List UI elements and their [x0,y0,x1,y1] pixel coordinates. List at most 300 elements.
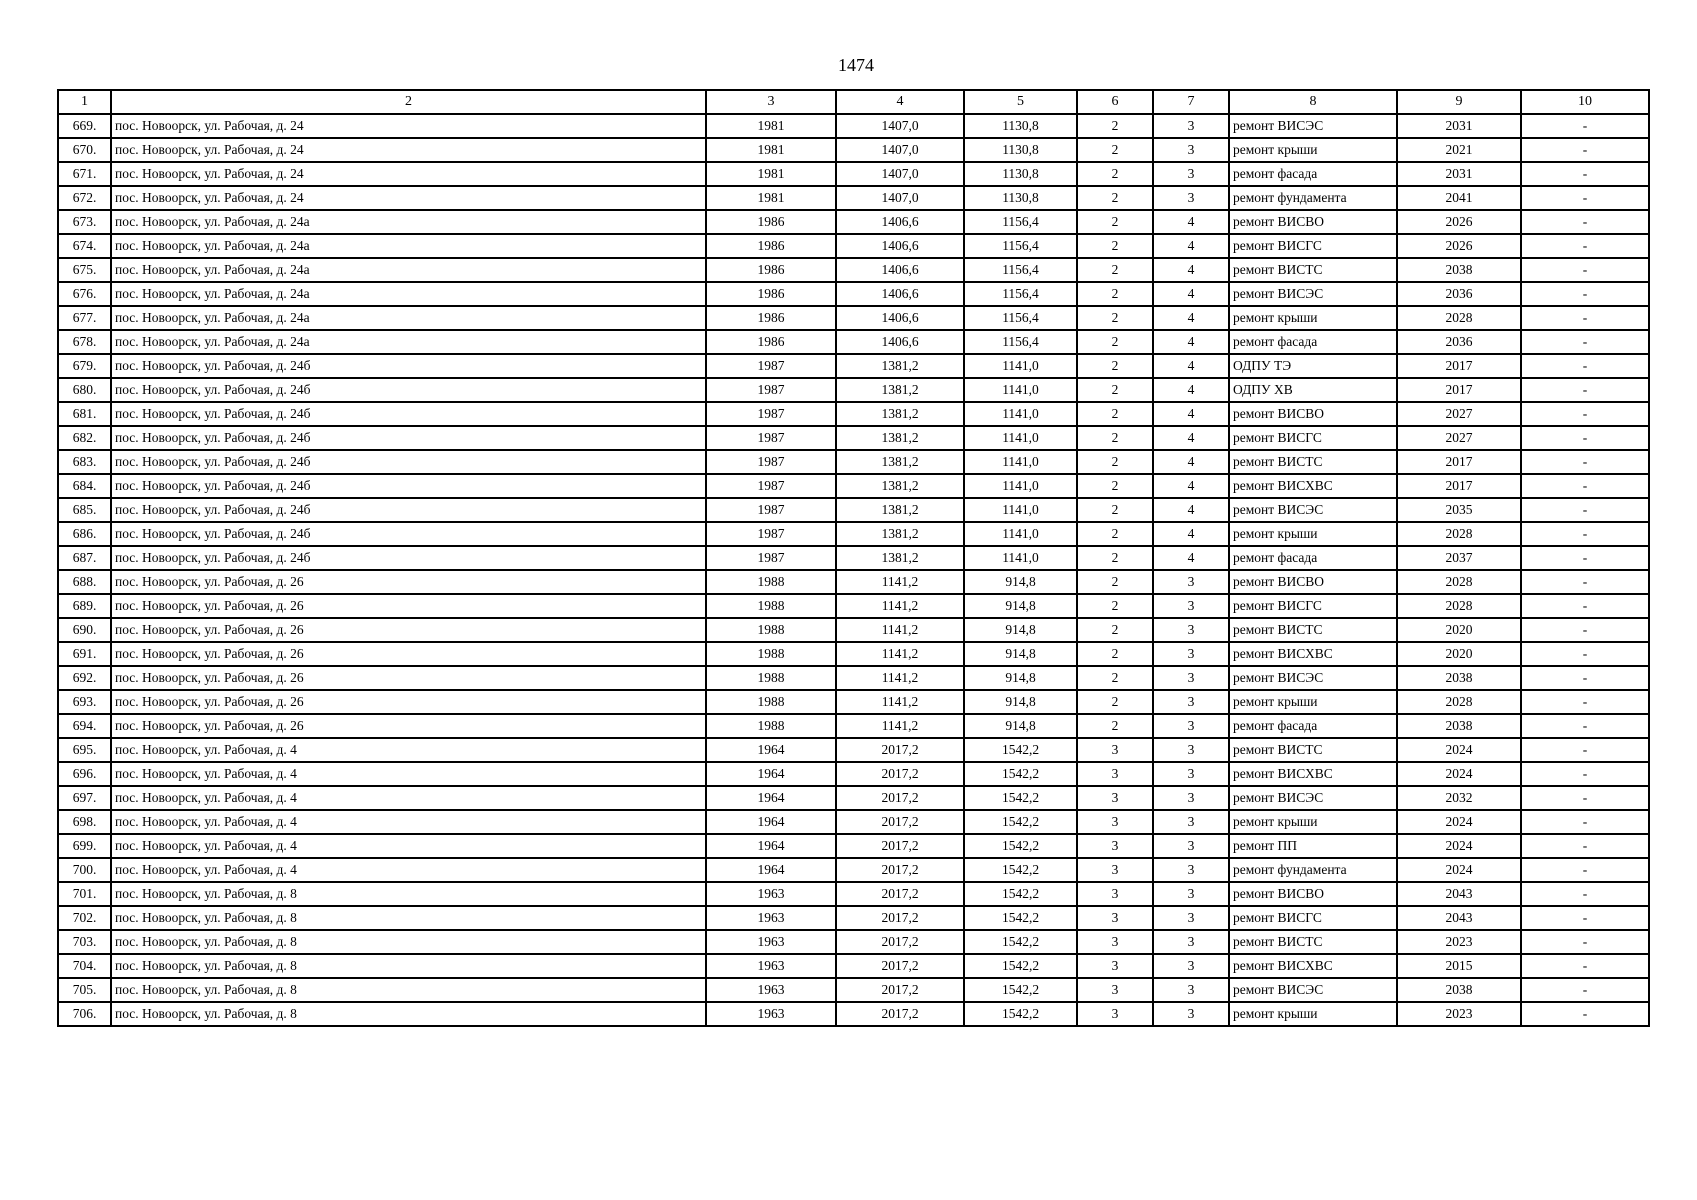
col7-cell: 4 [1153,282,1229,306]
living-area-cell: 1141,0 [964,546,1077,570]
col10-cell: - [1521,522,1649,546]
work-type-cell: ремонт фундамента [1229,858,1397,882]
col10-cell: - [1521,474,1649,498]
total-area-cell: 1381,2 [836,426,964,450]
year-cell: 1986 [706,306,836,330]
work-type-cell: ремонт ВИСХВС [1229,954,1397,978]
work-type-cell: ремонт крыши [1229,810,1397,834]
year-cell: 1988 [706,690,836,714]
row-number-cell: 688. [58,570,111,594]
living-area-cell: 1141,0 [964,522,1077,546]
table-row [58,282,1649,306]
work-type-cell: ремонт ВИСТС [1229,930,1397,954]
year-cell: 1987 [706,426,836,450]
address-cell: пос. Новоорск, ул. Рабочая, д. 24а [111,306,706,330]
address-cell: пос. Новоорск, ул. Рабочая, д. 4 [111,858,706,882]
year-cell: 1988 [706,714,836,738]
row-number-cell: 703. [58,930,111,954]
col7-cell: 3 [1153,594,1229,618]
total-area-cell: 1381,2 [836,498,964,522]
row-number-cell: 691. [58,642,111,666]
year-cell: 1986 [706,258,836,282]
address-cell: пос. Новоорск, ул. Рабочая, д. 4 [111,786,706,810]
col10-cell: - [1521,618,1649,642]
total-area-cell: 1141,2 [836,666,964,690]
col7-cell: 3 [1153,690,1229,714]
col10-cell: - [1521,714,1649,738]
living-area-cell: 1542,2 [964,1002,1077,1026]
col7-cell: 4 [1153,354,1229,378]
col7-cell: 4 [1153,426,1229,450]
year-cell: 1987 [706,450,836,474]
row-number-cell: 670. [58,138,111,162]
work-type-cell: ремонт ВИСТС [1229,738,1397,762]
row-number-cell: 679. [58,354,111,378]
address-cell: пос. Новоорск, ул. Рабочая, д. 24б [111,498,706,522]
address-cell: пос. Новоорск, ул. Рабочая, д. 24 [111,186,706,210]
col6-cell: 3 [1077,858,1153,882]
address-cell: пос. Новоорск, ул. Рабочая, д. 24б [111,378,706,402]
work-type-cell: ремонт ВИСТС [1229,450,1397,474]
data-table [57,89,1650,1027]
table-row [58,690,1649,714]
address-cell: пос. Новоорск, ул. Рабочая, д. 26 [111,666,706,690]
planned-year-cell: 2027 [1397,426,1521,450]
col6-cell: 3 [1077,954,1153,978]
row-number-cell: 689. [58,594,111,618]
living-area-cell: 1542,2 [964,738,1077,762]
living-area-cell: 1141,0 [964,450,1077,474]
col6-cell: 2 [1077,570,1153,594]
col6-cell: 3 [1077,738,1153,762]
planned-year-cell: 2020 [1397,618,1521,642]
row-number-cell: 702. [58,906,111,930]
planned-year-cell: 2015 [1397,954,1521,978]
table-row [58,114,1649,138]
col6-cell: 2 [1077,138,1153,162]
col6-cell: 3 [1077,1002,1153,1026]
living-area-cell: 1130,8 [964,138,1077,162]
table-row [58,162,1649,186]
address-cell: пос. Новоорск, ул. Рабочая, д. 26 [111,714,706,738]
table-row [58,906,1649,930]
table-row [58,354,1649,378]
col6-cell: 2 [1077,618,1153,642]
address-cell: пос. Новоорск, ул. Рабочая, д. 4 [111,834,706,858]
col10-cell: - [1521,978,1649,1002]
year-cell: 1988 [706,594,836,618]
year-cell: 1964 [706,858,836,882]
total-area-cell: 1141,2 [836,570,964,594]
table-row [58,762,1649,786]
total-area-cell: 1407,0 [836,114,964,138]
col6-cell: 3 [1077,810,1153,834]
living-area-cell: 1542,2 [964,810,1077,834]
address-cell: пос. Новоорск, ул. Рабочая, д. 24б [111,474,706,498]
address-cell: пос. Новоорск, ул. Рабочая, д. 24б [111,522,706,546]
row-number-cell: 696. [58,762,111,786]
column-header: 8 [1229,90,1397,114]
living-area-cell: 1542,2 [964,834,1077,858]
planned-year-cell: 2028 [1397,570,1521,594]
address-cell: пос. Новоорск, ул. Рабочая, д. 26 [111,690,706,714]
year-cell: 1987 [706,354,836,378]
col7-cell: 3 [1153,666,1229,690]
col7-cell: 3 [1153,930,1229,954]
work-type-cell: ремонт фасада [1229,546,1397,570]
col6-cell: 3 [1077,930,1153,954]
address-cell: пос. Новоорск, ул. Рабочая, д. 24а [111,234,706,258]
col6-cell: 2 [1077,306,1153,330]
planned-year-cell: 2024 [1397,858,1521,882]
planned-year-cell: 2026 [1397,210,1521,234]
planned-year-cell: 2036 [1397,282,1521,306]
row-number-cell: 682. [58,426,111,450]
col10-cell: - [1521,450,1649,474]
year-cell: 1964 [706,834,836,858]
col6-cell: 2 [1077,594,1153,618]
work-type-cell: ремонт ВИСГС [1229,234,1397,258]
planned-year-cell: 2043 [1397,906,1521,930]
work-type-cell: ремонт ВИСЭС [1229,666,1397,690]
work-type-cell: ремонт ВИСЭС [1229,498,1397,522]
col6-cell: 2 [1077,258,1153,282]
col6-cell: 3 [1077,978,1153,1002]
address-cell: пос. Новоорск, ул. Рабочая, д. 8 [111,906,706,930]
table-row [58,306,1649,330]
row-number-cell: 681. [58,402,111,426]
row-number-cell: 699. [58,834,111,858]
col6-cell: 2 [1077,426,1153,450]
work-type-cell: ремонт ВИСХВС [1229,474,1397,498]
total-area-cell: 2017,2 [836,834,964,858]
row-number-cell: 686. [58,522,111,546]
col7-cell: 4 [1153,498,1229,522]
row-number-cell: 704. [58,954,111,978]
table-row [58,930,1649,954]
col6-cell: 2 [1077,474,1153,498]
col7-cell: 3 [1153,138,1229,162]
row-number-cell: 701. [58,882,111,906]
col10-cell: - [1521,666,1649,690]
address-cell: пос. Новоорск, ул. Рабочая, д. 24б [111,354,706,378]
col10-cell: - [1521,354,1649,378]
col10-cell: - [1521,546,1649,570]
total-area-cell: 1381,2 [836,546,964,570]
row-number-cell: 687. [58,546,111,570]
work-type-cell: ремонт крыши [1229,522,1397,546]
year-cell: 1964 [706,762,836,786]
living-area-cell: 1542,2 [964,930,1077,954]
total-area-cell: 1407,0 [836,138,964,162]
col10-cell: - [1521,1002,1649,1026]
table-row [58,474,1649,498]
row-number-cell: 683. [58,450,111,474]
table-row [58,954,1649,978]
total-area-cell: 1406,6 [836,306,964,330]
col10-cell: - [1521,954,1649,978]
living-area-cell: 1141,0 [964,354,1077,378]
col7-cell: 4 [1153,402,1229,426]
planned-year-cell: 2038 [1397,666,1521,690]
year-cell: 1981 [706,138,836,162]
planned-year-cell: 2023 [1397,1002,1521,1026]
col6-cell: 2 [1077,450,1153,474]
col6-cell: 3 [1077,762,1153,786]
row-number-cell: 690. [58,618,111,642]
col6-cell: 2 [1077,162,1153,186]
total-area-cell: 1141,2 [836,690,964,714]
col7-cell: 4 [1153,210,1229,234]
planned-year-cell: 2028 [1397,522,1521,546]
address-cell: пос. Новоорск, ул. Рабочая, д. 8 [111,978,706,1002]
col6-cell: 3 [1077,834,1153,858]
work-type-cell: ремонт ВИСЭС [1229,114,1397,138]
living-area-cell: 1130,8 [964,162,1077,186]
col10-cell: - [1521,186,1649,210]
col7-cell: 3 [1153,114,1229,138]
year-cell: 1987 [706,498,836,522]
living-area-cell: 1141,0 [964,426,1077,450]
col7-cell: 3 [1153,738,1229,762]
total-area-cell: 2017,2 [836,930,964,954]
col10-cell: - [1521,642,1649,666]
col7-cell: 3 [1153,570,1229,594]
table-row [58,570,1649,594]
living-area-cell: 914,8 [964,666,1077,690]
col7-cell: 3 [1153,906,1229,930]
living-area-cell: 1141,0 [964,378,1077,402]
address-cell: пос. Новоорск, ул. Рабочая, д. 26 [111,570,706,594]
planned-year-cell: 2031 [1397,162,1521,186]
living-area-cell: 1542,2 [964,954,1077,978]
col6-cell: 2 [1077,330,1153,354]
col7-cell: 3 [1153,810,1229,834]
row-number-cell: 700. [58,858,111,882]
col7-cell: 4 [1153,234,1229,258]
total-area-cell: 1407,0 [836,186,964,210]
table-row [58,618,1649,642]
living-area-cell: 1542,2 [964,762,1077,786]
total-area-cell: 1141,2 [836,642,964,666]
total-area-cell: 2017,2 [836,882,964,906]
year-cell: 1981 [706,162,836,186]
table-row [58,258,1649,282]
total-area-cell: 2017,2 [836,762,964,786]
year-cell: 1963 [706,954,836,978]
address-cell: пос. Новоорск, ул. Рабочая, д. 4 [111,762,706,786]
col10-cell: - [1521,306,1649,330]
col10-cell: - [1521,378,1649,402]
col10-cell: - [1521,906,1649,930]
year-cell: 1987 [706,546,836,570]
total-area-cell: 1407,0 [836,162,964,186]
row-number-cell: 706. [58,1002,111,1026]
table-row [58,882,1649,906]
address-cell: пос. Новоорск, ул. Рабочая, д. 24а [111,330,706,354]
col7-cell: 4 [1153,474,1229,498]
total-area-cell: 1406,6 [836,210,964,234]
row-number-cell: 693. [58,690,111,714]
col10-cell: - [1521,930,1649,954]
address-cell: пос. Новоорск, ул. Рабочая, д. 24б [111,546,706,570]
living-area-cell: 1156,4 [964,282,1077,306]
col7-cell: 3 [1153,954,1229,978]
table-row [58,330,1649,354]
address-cell: пос. Новоорск, ул. Рабочая, д. 24а [111,282,706,306]
work-type-cell: ремонт фундамента [1229,186,1397,210]
year-cell: 1963 [706,882,836,906]
total-area-cell: 2017,2 [836,978,964,1002]
row-number-cell: 678. [58,330,111,354]
planned-year-cell: 2038 [1397,978,1521,1002]
total-area-cell: 1141,2 [836,594,964,618]
table-body [58,114,1649,1026]
year-cell: 1986 [706,330,836,354]
year-cell: 1981 [706,114,836,138]
living-area-cell: 1130,8 [964,114,1077,138]
col6-cell: 2 [1077,690,1153,714]
col10-cell: - [1521,762,1649,786]
living-area-cell: 1542,2 [964,906,1077,930]
planned-year-cell: 2024 [1397,738,1521,762]
year-cell: 1963 [706,930,836,954]
table-row [58,810,1649,834]
work-type-cell: ремонт ВИСТС [1229,618,1397,642]
planned-year-cell: 2023 [1397,930,1521,954]
col7-cell: 4 [1153,522,1229,546]
col10-cell: - [1521,402,1649,426]
year-cell: 1987 [706,474,836,498]
col10-cell: - [1521,114,1649,138]
work-type-cell: ремонт фасада [1229,714,1397,738]
col7-cell: 3 [1153,858,1229,882]
address-cell: пос. Новоорск, ул. Рабочая, д. 4 [111,738,706,762]
planned-year-cell: 2043 [1397,882,1521,906]
col7-cell: 4 [1153,450,1229,474]
total-area-cell: 2017,2 [836,810,964,834]
planned-year-cell: 2021 [1397,138,1521,162]
planned-year-cell: 2017 [1397,354,1521,378]
total-area-cell: 1381,2 [836,354,964,378]
living-area-cell: 1141,0 [964,498,1077,522]
address-cell: пос. Новоорск, ул. Рабочая, д. 24а [111,210,706,234]
table-row [58,186,1649,210]
work-type-cell: ремонт крыши [1229,138,1397,162]
year-cell: 1981 [706,186,836,210]
col6-cell: 2 [1077,522,1153,546]
planned-year-cell: 2028 [1397,306,1521,330]
year-cell: 1963 [706,1002,836,1026]
row-number-cell: 669. [58,114,111,138]
living-area-cell: 1542,2 [964,978,1077,1002]
work-type-cell: ремонт ВИСВО [1229,570,1397,594]
col7-cell: 4 [1153,330,1229,354]
col7-cell: 3 [1153,642,1229,666]
column-header: 6 [1077,90,1153,114]
work-type-cell: ОДПУ ХВ [1229,378,1397,402]
living-area-cell: 914,8 [964,594,1077,618]
col7-cell: 4 [1153,258,1229,282]
year-cell: 1986 [706,210,836,234]
table-row [58,138,1649,162]
col10-cell: - [1521,810,1649,834]
address-cell: пос. Новоорск, ул. Рабочая, д. 24а [111,258,706,282]
col6-cell: 2 [1077,498,1153,522]
total-area-cell: 2017,2 [836,954,964,978]
planned-year-cell: 2027 [1397,402,1521,426]
total-area-cell: 1381,2 [836,474,964,498]
work-type-cell: ОДПУ ТЭ [1229,354,1397,378]
total-area-cell: 2017,2 [836,858,964,882]
row-number-cell: 672. [58,186,111,210]
address-cell: пос. Новоорск, ул. Рабочая, д. 8 [111,930,706,954]
living-area-cell: 914,8 [964,714,1077,738]
living-area-cell: 1156,4 [964,306,1077,330]
table-row [58,546,1649,570]
table-row [58,738,1649,762]
col6-cell: 2 [1077,546,1153,570]
row-number-cell: 676. [58,282,111,306]
col6-cell: 3 [1077,906,1153,930]
work-type-cell: ремонт ВИСГС [1229,594,1397,618]
planned-year-cell: 2038 [1397,258,1521,282]
row-number-cell: 673. [58,210,111,234]
row-number-cell: 677. [58,306,111,330]
planned-year-cell: 2020 [1397,642,1521,666]
table-row [58,210,1649,234]
planned-year-cell: 2037 [1397,546,1521,570]
col7-cell: 3 [1153,186,1229,210]
table-row [58,234,1649,258]
living-area-cell: 914,8 [964,570,1077,594]
total-area-cell: 1406,6 [836,282,964,306]
planned-year-cell: 2041 [1397,186,1521,210]
year-cell: 1987 [706,522,836,546]
total-area-cell: 2017,2 [836,1002,964,1026]
column-header: 4 [836,90,964,114]
col7-cell: 3 [1153,978,1229,1002]
year-cell: 1988 [706,570,836,594]
col10-cell: - [1521,858,1649,882]
total-area-cell: 1381,2 [836,450,964,474]
col10-cell: - [1521,690,1649,714]
living-area-cell: 914,8 [964,690,1077,714]
address-cell: пос. Новоорск, ул. Рабочая, д. 24б [111,450,706,474]
col10-cell: - [1521,330,1649,354]
col6-cell: 2 [1077,378,1153,402]
year-cell: 1986 [706,234,836,258]
planned-year-cell: 2035 [1397,498,1521,522]
planned-year-cell: 2026 [1397,234,1521,258]
living-area-cell: 1542,2 [964,882,1077,906]
col6-cell: 2 [1077,666,1153,690]
year-cell: 1963 [706,906,836,930]
year-cell: 1964 [706,738,836,762]
address-cell: пос. Новоорск, ул. Рабочая, д. 26 [111,594,706,618]
col6-cell: 2 [1077,210,1153,234]
living-area-cell: 1130,8 [964,186,1077,210]
work-type-cell: ремонт ВИСХВС [1229,762,1397,786]
work-type-cell: ремонт крыши [1229,690,1397,714]
table-row [58,1002,1649,1026]
total-area-cell: 1381,2 [836,402,964,426]
total-area-cell: 1381,2 [836,522,964,546]
work-type-cell: ремонт ВИСХВС [1229,642,1397,666]
planned-year-cell: 2028 [1397,690,1521,714]
col10-cell: - [1521,738,1649,762]
year-cell: 1964 [706,786,836,810]
